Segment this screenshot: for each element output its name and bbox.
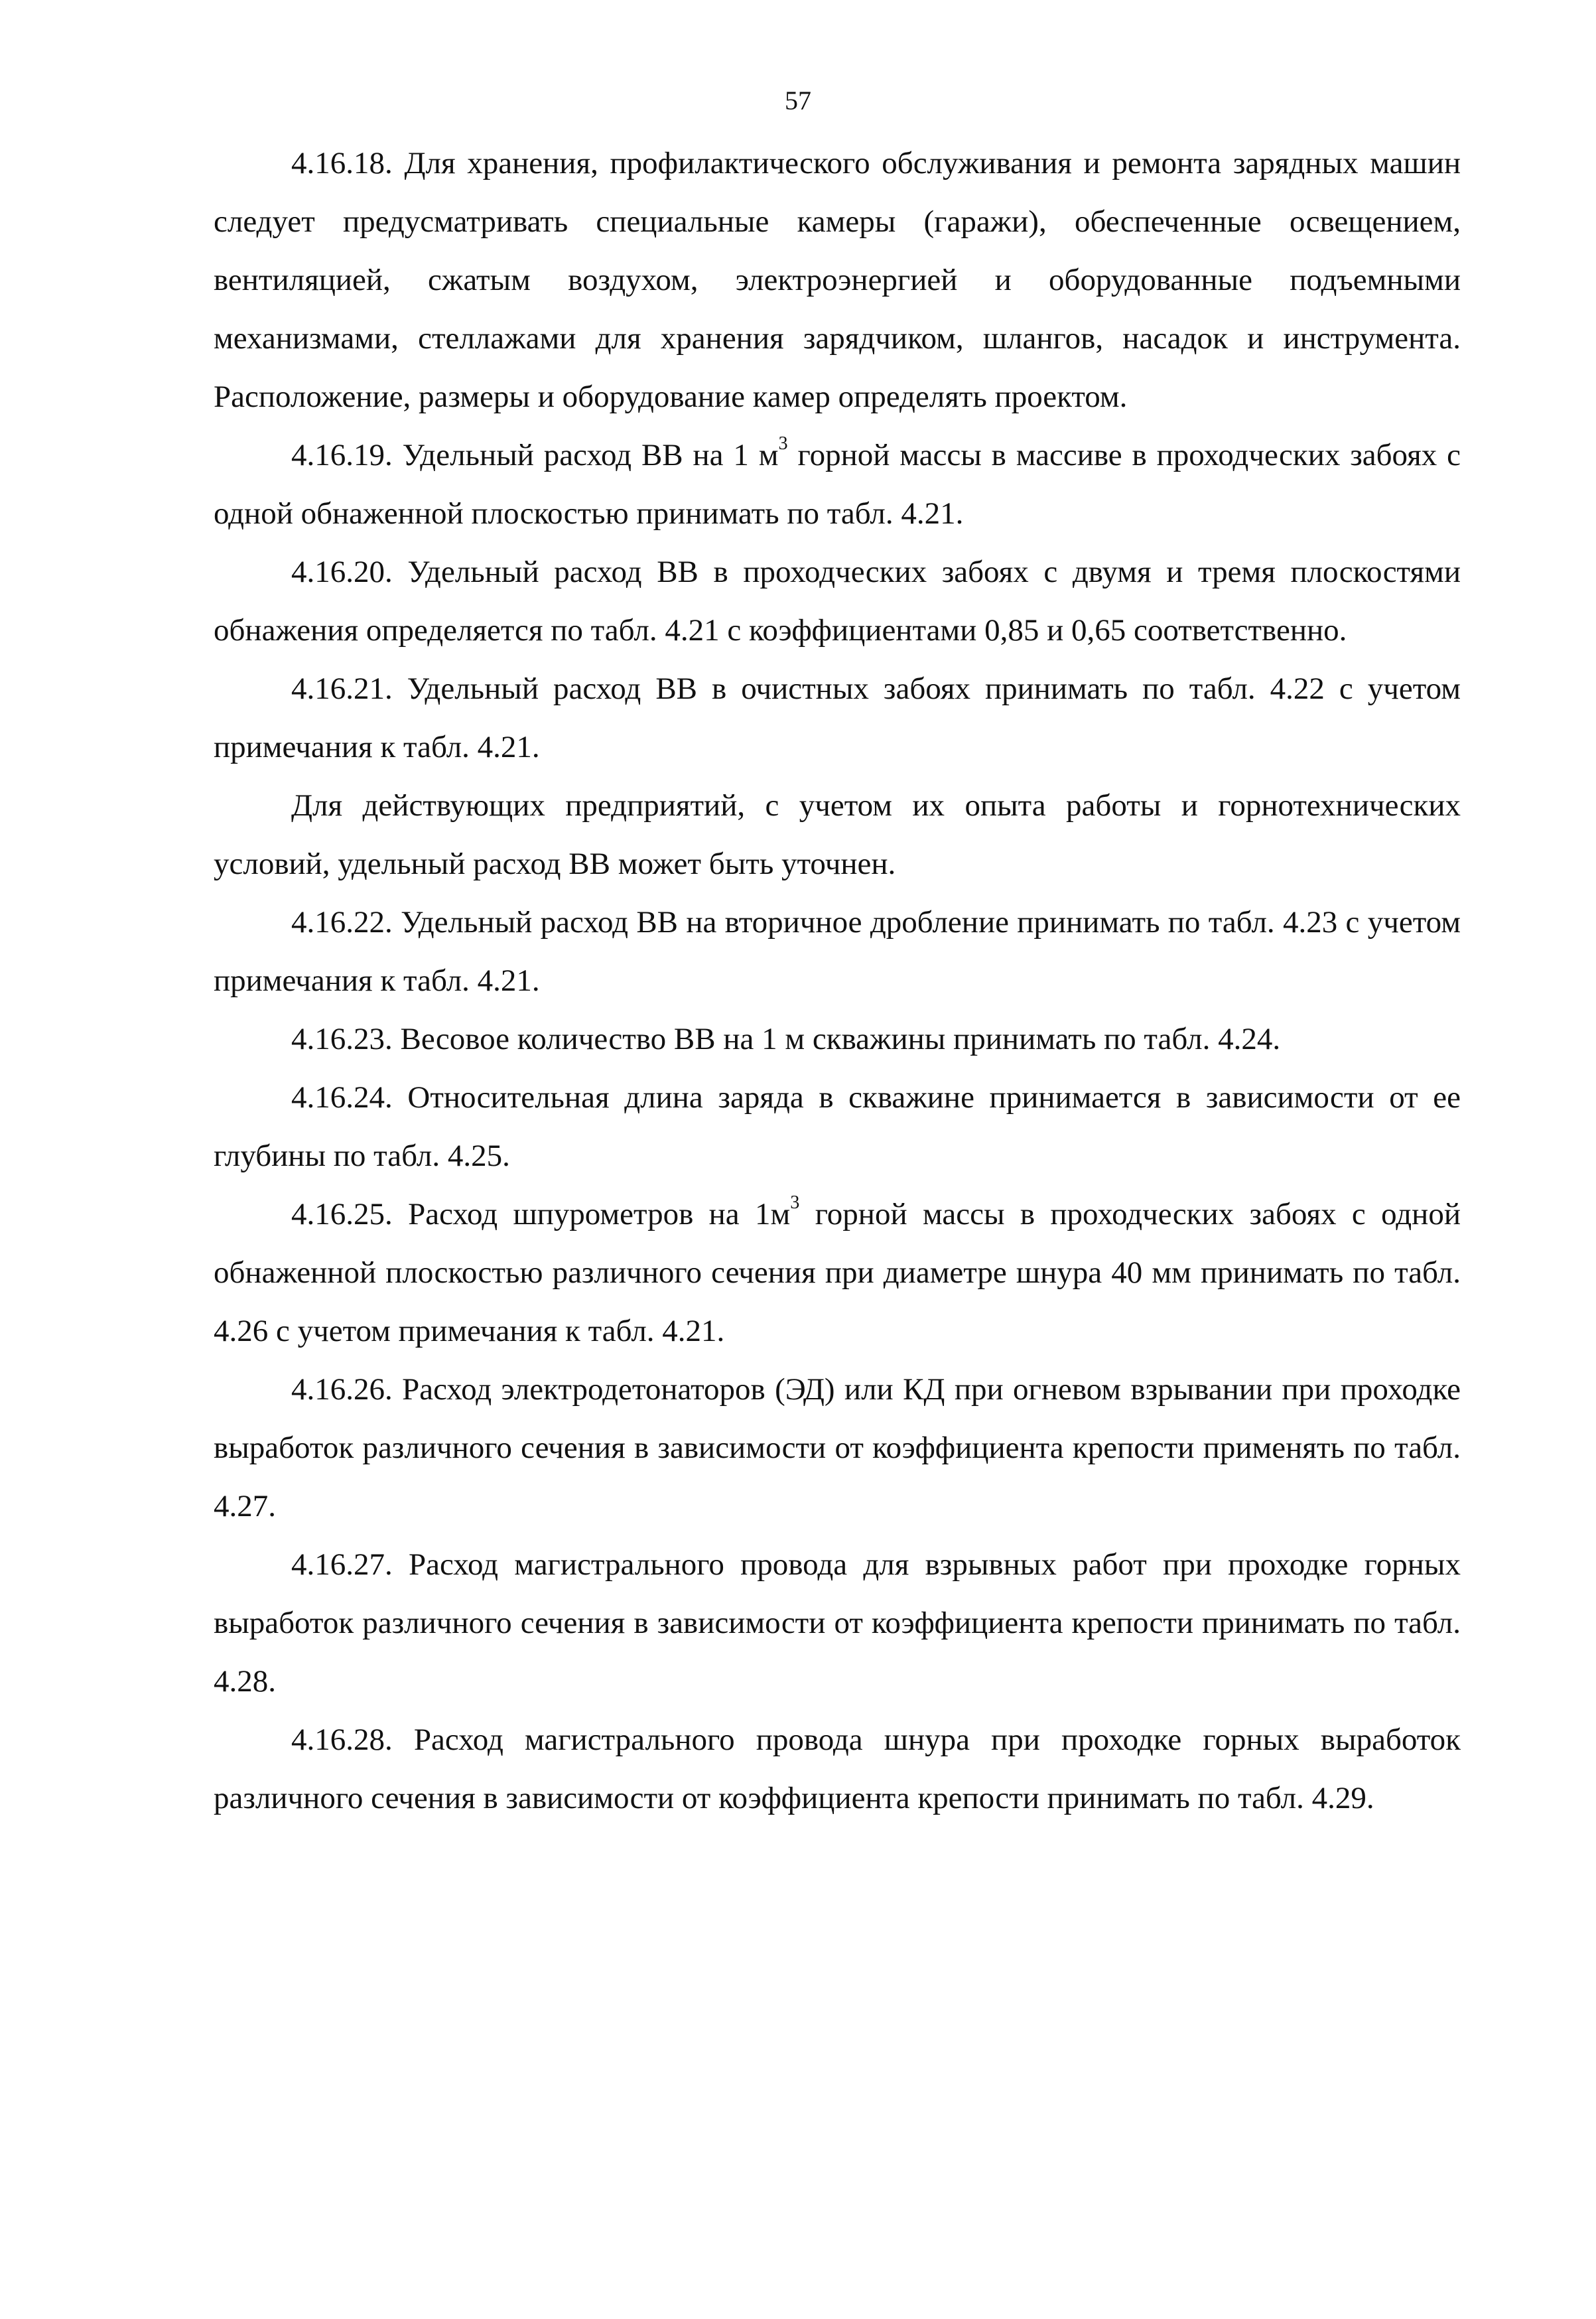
paragraph-4-16-27: 4.16.27. Расход магистрального провода для взрывных работ при проходке горных выработок различного сечения в зависимости от коэффициента крепости принимать по табл. 4.28. <box>214 1547 1461 1699</box>
paragraph-text: 4.16.25. Расход шпурометров на 1м <box>291 1197 791 1231</box>
paragraph-4-16-26: 4.16.26. Расход электродетонаторов (ЭД) или КД при огневом взрывании при проходке выработок различного сечения в зависимости от коэффициента крепости применять по табл. 4.27. <box>214 1372 1461 1523</box>
paragraph-4-16-19 <box>214 426 1461 543</box>
paragraph-4-16-20: 4.16.20. Удельный расход ВВ в проходческих забоях с двумя и тремя плоскостями обнажения определяется по табл. 4.21 с коэффициентами 0,85 и 0,65 соответственно. <box>214 555 1461 648</box>
paragraph-4-16-22: 4.16.22. Удельный расход ВВ на вторичное дробление принимать по табл. 4.23 с учетом примечания к табл. 4.21. <box>214 905 1461 998</box>
paragraph-4-16-23: 4.16.23. Весовое количество ВВ на 1 м скважины принимать по табл. 4.24. <box>291 1022 1281 1056</box>
superscript: 3 <box>778 433 788 455</box>
paragraph-4-16-21: 4.16.21. Удельный расход ВВ в очистных забоях принимать по табл. 4.22 с учетом примечания к табл. 4.21. <box>214 671 1461 764</box>
paragraph-text: 4.16.19. Удельный расход ВВ на 1 м <box>291 438 779 472</box>
paragraph-text: горной массы в массиве в проходческих забоях с одной обнаженной плоскостью принимать по табл. 4.21. <box>214 438 1461 531</box>
superscript: 3 <box>790 1192 800 1214</box>
paragraph-note: Для действующих предприятий, с учетом их опыта работы и горнотехнических условий, удельный расход ВВ может быть уточнен. <box>214 788 1461 881</box>
paragraph-4-16-18: 4.16.18. Для хранения, профилактического обслуживания и ремонта зарядных машин следует предусматривать специальные камеры (гаражи), обеспеченные освещением, вентиляцией, сжатым воздухом, электроэнергией и оборудованные подъемными механизмами, стеллажами для хранения зарядчиком, шлангов, насадок и инструмента. Расположение, размеры и оборудование камер определять проектом. <box>214 146 1461 414</box>
paragraph-4-16-24: 4.16.24. Относительная длина заряда в скважине принимается в зависимости от ее глубины по табл. 4.25. <box>214 1080 1461 1173</box>
document-body <box>214 134 1461 1827</box>
paragraph-text: горной массы в проходческих забоях с одной обнаженной плоскостью различного сечения при диаметре шнура 40 мм принимать по табл. 4.26 с учетом примечания к табл. 4.21. <box>214 1197 1461 1348</box>
paragraph-4-16-25 <box>214 1185 1461 1360</box>
paragraph-4-16-28: 4.16.28. Расход магистрального провода шнура при проходке горных выработок различного сечения в зависимости от коэффициента крепости принимать по табл. 4.29. <box>214 1722 1461 1815</box>
page-number: 57 <box>785 86 811 115</box>
